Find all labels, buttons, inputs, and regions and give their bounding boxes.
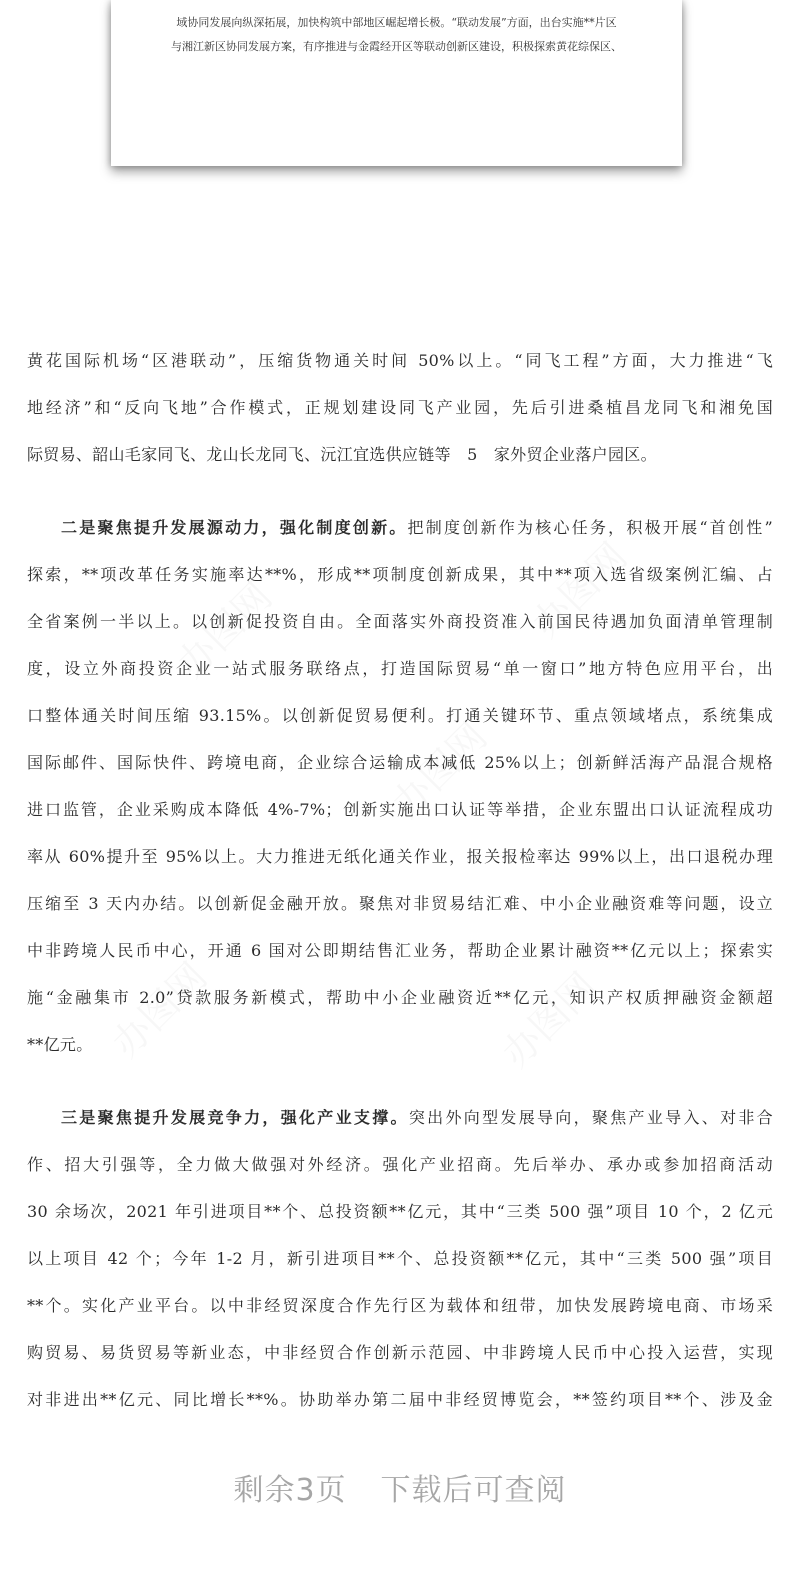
text-line: 全省案例一半以上。以创新促投资自由。全面落实外商投资准入前国民待遇加负面清单管理制 [27, 612, 773, 631]
text-line: 地经济”和“反向飞地”合作模式，正规划建设同飞产业园，先后引进桑植昌龙同飞和湘免国 [27, 398, 773, 417]
watermark: 办图网 [523, 534, 636, 646]
text-line: 压缩至 3 天内办结。以创新促金融开放。聚焦对非贸易结汇难、中小企业融资难等问题，设立 [27, 894, 773, 913]
text-line: 黄花国际机场“区港联动”，压缩货物通关时间 50%以上。“同飞工程”方面，大力推进“飞 [27, 351, 773, 370]
text-line: 进口监管，企业采购成本降低 4%-7%；创新实施出口认证等举措，企业东盟出口认证流程成功 [27, 800, 773, 819]
download-to-view-label[interactable]: 下载后可查阅 [380, 1473, 567, 1508]
text-line: 对非进出**亿元、同比增长**%。协助举办第二届中非经贸博览会，**签约项目**个、涉及金 [27, 1390, 773, 1409]
download-prompt[interactable] [0, 1465, 800, 1509]
preview-line: 域协同发展向纵深拓展，加快构筑中部地区崛起增长极。“联动发展”方面，出台实施**片区 [176, 16, 617, 29]
text-line [27, 504, 773, 551]
text-line: 30 余场次，2021 年引进项目**个、总投资额**亿元，其中“三类 500 强”项目 10 个，2 亿元 [27, 1202, 773, 1221]
paragraph-lead: 二是聚焦提升发展源动力，强化制度创新。 [61, 518, 408, 537]
text-line: 率从 60%提升至 95%以上。大力推进无纸化通关作业，报关报检率达 99%以上，出口退税办理 [27, 847, 773, 866]
text-line: 度，设立外商投资企业一站式服务联络点，打造国际贸易“单一窗口”地方特色应用平台，出 [27, 659, 773, 678]
text-line: **亿元。 [27, 1035, 93, 1054]
text-line: 施“金融集市 2.0”贷款服务新模式，帮助中小企业融资近**亿元，知识产权质押融资金额超 [27, 988, 773, 1007]
text-line: 际贸易、韶山毛家同飞、龙山长龙同飞、沅江宜选供应链等 5 家外贸企业落户园区。 [27, 445, 657, 464]
paragraph-1 [27, 337, 773, 478]
document-body [27, 337, 773, 1423]
text-line: 购贸易、易货贸易等新业态，中非经贸合作创新示范园、中非跨境人民币中心投入运营，实现 [27, 1343, 773, 1362]
paragraph-2 [27, 504, 773, 1068]
paragraph-text: 突出外向型发展导向，聚焦产业导入、对非合 [408, 1108, 773, 1127]
paragraph-lead: 三是聚焦提升发展竞争力，强化产业支撑。 [61, 1108, 409, 1127]
text-line: 探索，**项改革任务实施率达**%，形成**项制度创新成果，其中**项入选省级案例汇编、占 [27, 565, 773, 584]
text-line: 中非跨境人民币中心，开通 6 国对公即期结售汇业务，帮助企业累计融资**亿元以上；探索实 [27, 941, 773, 960]
watermark: 办图网 [383, 714, 496, 826]
watermark: 办图网 [168, 574, 281, 686]
text-line: 作、招大引强等，全力做大做强对外经济。强化产业招商。先后举办、承办或参加招商活动 [27, 1155, 773, 1174]
remaining-pages-label: 剩余3页 [233, 1473, 347, 1508]
watermark: 办图网 [103, 954, 216, 1066]
text-line [27, 1094, 773, 1141]
text-line: 以上项目 42 个；今年 1-2 月，新引进项目**个、总投资额**亿元，其中“三类 500 强”项目 [27, 1249, 773, 1268]
paragraph-3 [27, 1094, 773, 1423]
text-line: **个。实化产业平台。以中非经贸深度合作先行区为载体和纽带，加快发展跨境电商、市场采 [27, 1296, 773, 1315]
document-preview-card [111, 0, 682, 166]
text-line: 国际邮件、国际快件、跨境电商，企业综合运输成本减低 25%以上；创新鲜活海产品混合规格 [27, 753, 773, 772]
text-line: 口整体通关时间压缩 93.15%。以创新促贸易便利。打通关键环节、重点领域堵点，系统集成 [27, 706, 773, 725]
watermark: 办图网 [493, 964, 606, 1076]
preview-line: 与湘江新区协同发展方案，有序推进与金霞经开区等联动创新区建设，积极探索黄花综保区、 [171, 40, 622, 53]
paragraph-text: 把制度创新作为核心任务，积极开展“首创性” [407, 518, 773, 537]
